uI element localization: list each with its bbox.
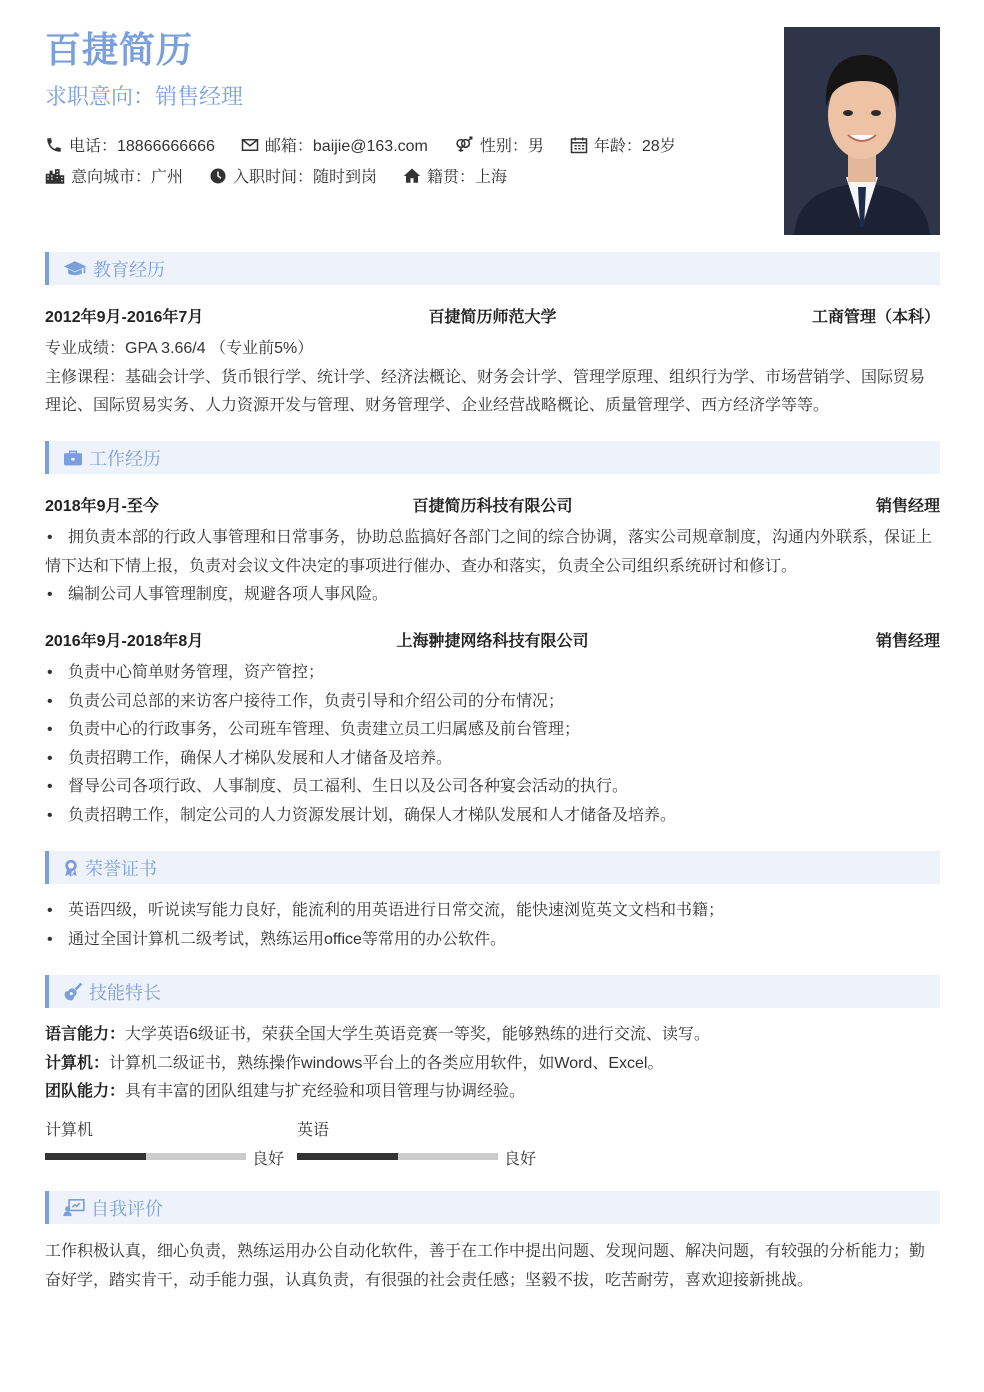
evaluation-title: 自我评价 <box>91 1198 163 1219</box>
presentation-icon <box>63 1199 85 1217</box>
skill-bar-english <box>297 1153 498 1160</box>
calendar-icon <box>570 136 588 154</box>
education-period: 2012年9月-2016年7月 <box>45 309 204 326</box>
list-item: • 负责中心简单财务管理，资产管控； <box>45 659 940 688</box>
skills-lines <box>45 1021 940 1107</box>
list-item: • 编制公司人事管理制度，规避各项人事风险。 <box>45 581 940 610</box>
phone-icon <box>45 136 63 154</box>
job-1-period: 2018年9月-至今 <box>45 498 159 515</box>
honors-section-header <box>45 851 940 884</box>
entry-info <box>209 164 377 187</box>
job-2-role: 销售经理 <box>875 633 940 650</box>
gender-info <box>454 133 544 156</box>
honors-title: 荣誉证书 <box>85 858 157 879</box>
list-item: • 英语四级，听说读写能力良好，能流利的用英语进行日常交流，能快速浏览英文文档和书籍； <box>45 897 940 926</box>
job-2-duties <box>45 659 940 830</box>
list-item: • 负责中心的行政事务，公司班车管理、负责建立员工归属感及前台管理； <box>45 716 940 745</box>
list-item: • 通过全国计算机二级考试，熟练运用office等常用的办公软件。 <box>45 926 940 955</box>
skill-line-team <box>45 1078 940 1107</box>
entry-text: 入职时间：随时到岗 <box>233 169 378 186</box>
education-section-header <box>45 252 940 285</box>
skill-bar-level-computer: 良好 <box>252 1151 285 1168</box>
contact-row-1 <box>45 133 702 156</box>
list-item: • 督导公司各项行政、人事制度、员工福利、生日以及公司各种宴会活动的执行。 <box>45 773 940 802</box>
age-text: 年龄：28岁 <box>593 138 676 155</box>
city-text: 意向城市：广州 <box>71 169 184 186</box>
skill-bar-fill <box>45 1153 146 1160</box>
origin-text: 籍贯：上海 <box>427 169 508 186</box>
graduation-cap-icon <box>63 260 87 278</box>
job-intent: 求职意向：销售经理 <box>45 84 244 109</box>
list-item: • 负责公司总部的来访客户接待工作，负责引导和介绍公司的分布情况； <box>45 688 940 717</box>
origin-info <box>403 164 507 187</box>
clock-icon <box>209 167 227 185</box>
skill-key: 计算机： <box>45 1054 110 1072</box>
work-title: 工作经历 <box>89 448 161 469</box>
skill-text: 具有丰富的团队组建与扩充经验和项目管理与协调经验。 <box>125 1083 526 1100</box>
skill-line-computer <box>45 1050 940 1079</box>
skill-line-language <box>45 1021 940 1050</box>
skills-section-header <box>45 975 940 1008</box>
education-details <box>45 335 940 421</box>
skill-bar-fill <box>297 1153 398 1160</box>
email-text: 邮箱：baijie@163.com <box>264 138 428 155</box>
job-2-period: 2016年9月-2018年8月 <box>45 633 204 650</box>
gender-icon <box>454 136 474 154</box>
skills-title: 技能特长 <box>89 982 161 1003</box>
honors-list <box>45 897 940 954</box>
education-courses: 主修课程：基础会计学、货币银行学、统计学、经济法概论、财务会计学、管理学原理、组织行为学、市场营销学、国际贸易理论、国际贸易实务、人力资源开发与管理、财务管理学、企业经营战略概论、质量管理学、西方经济学等等。 <box>45 368 926 414</box>
job-1-role: 销售经理 <box>875 498 940 515</box>
education-major: 工商管理（本科） <box>811 309 940 326</box>
skill-bar-label-computer: 计算机 <box>45 1122 94 1139</box>
education-gpa: 专业成绩：GPA 3.66/4 （专业前5%） <box>45 340 314 357</box>
age-info <box>570 133 676 156</box>
list-item: • 负责招聘工作，确保人才梯队发展和人才储备及培养。 <box>45 745 940 774</box>
skill-bar-label-english: 英语 <box>297 1122 330 1139</box>
home-icon <box>403 167 421 185</box>
skill-bar-level-english: 良好 <box>504 1151 537 1168</box>
resume-name: 百捷简历 <box>45 29 194 70</box>
email-info <box>241 133 428 156</box>
evaluation-text: 工作积极认真，细心负责，熟练运用办公自动化软件，善于在工作中提出问题、发现问题、解决问题，有较强的分析能力；勤奋好学，踏实肯干，动手能力强，认真负责，有很强的社会责任感；坚毅不拔，吃苦耐劳，喜欢迎接新挑战。 <box>45 1243 926 1289</box>
award-icon <box>63 859 79 877</box>
education-school: 百捷简历师范大学 <box>428 309 557 326</box>
contact-row-2 <box>45 164 533 187</box>
skill-key: 团队能力： <box>45 1083 126 1100</box>
profile-photo <box>784 27 940 235</box>
list-item: • 拥负责本部的行政人事管理和日常事务，协助总监搞好各部门之间的综合协调，落实公司规章制度，沟通内外联系，保证上情下达和下情上报，负责对会议文件决定的事项进行催办、查办和落实，负责全公司组织系统研讨和修订。 <box>45 524 940 581</box>
mail-icon <box>241 137 259 153</box>
list-item: • 负责招聘工作，制定公司的人力资源发展计划，确保人才梯队发展和人才储备及培养。 <box>45 802 940 831</box>
briefcase-icon <box>63 449 83 467</box>
skill-text: 计算机二级证书，熟练操作windows平台上的各类应用软件，如Word、Excel。 <box>109 1054 664 1072</box>
skill-key: 语言能力： <box>45 1026 126 1043</box>
evaluation-section-header <box>45 1191 940 1224</box>
education-title: 教育经历 <box>93 259 165 280</box>
city-icon <box>45 167 65 185</box>
skill-bar-computer <box>45 1153 246 1160</box>
phone-info <box>45 133 215 156</box>
skill-text: 大学英语6级证书，荣获全国大学生英语竞赛一等奖，能够熟练的进行交流、读写。 <box>125 1026 710 1043</box>
job-2-company: 上海翀捷网络科技有限公司 <box>396 633 589 650</box>
job-1-duties <box>45 524 940 610</box>
phone-text: 电话：18866666666 <box>69 138 215 155</box>
guitar-icon <box>63 982 83 1002</box>
gender-text: 性别：男 <box>479 138 544 155</box>
job-1-company: 百捷简历科技有限公司 <box>412 498 573 515</box>
city-info <box>45 164 183 187</box>
work-section-header <box>45 441 940 474</box>
